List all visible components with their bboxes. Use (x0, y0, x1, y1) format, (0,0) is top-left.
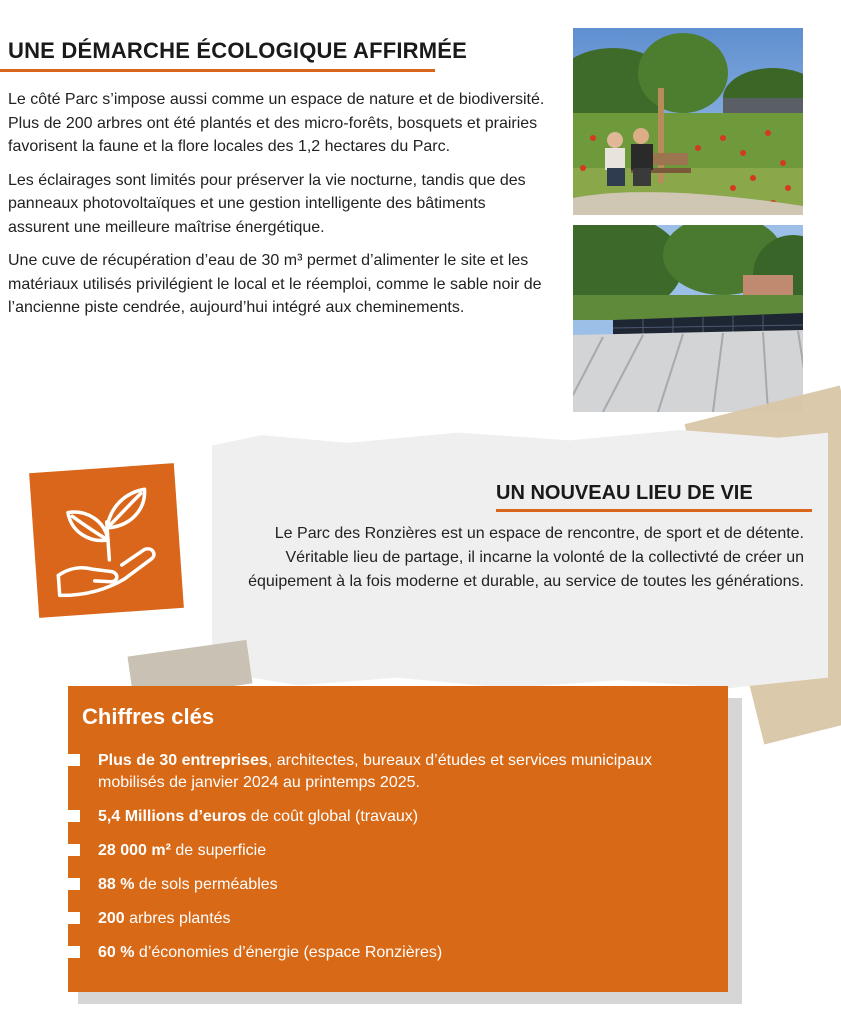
key-figures-list (68, 750, 708, 976)
square-bullet-icon (68, 946, 80, 958)
title-underline (0, 69, 435, 72)
square-bullet-icon (68, 754, 80, 766)
list-item (68, 908, 708, 930)
paragraph: Les éclairages sont limités pour préserver la vie nocturne, tandis que des panneaux photovoltaïques et une gestion intelligente des bâtiments assurent une meilleure maîtrise énergétique. (8, 171, 526, 236)
list-item (68, 874, 708, 896)
figure-highlight: 88 % (98, 876, 135, 893)
figure-text: , architectes, bureaux d’études et services municipaux mobilisés de janvier 2024 au printemps 2025. (98, 752, 653, 791)
section-title-ecology: UNE DÉMARCHE ÉCOLOGIQUE AFFIRMÉE (8, 38, 468, 63)
ecology-text (8, 88, 548, 330)
square-bullet-icon (68, 810, 80, 822)
figure-highlight: 5,4 Millions d’euros (98, 808, 247, 825)
figure-text: arbres plantés (124, 910, 231, 927)
figure-highlight: Plus de 30 entreprises (98, 752, 268, 769)
figure-text: de coût global (travaux) (246, 808, 419, 825)
paragraph: Le côté Parc s’impose aussi comme un espace de nature et de biodiversité. Plus de 200 arbres ont été plantés et des micro-forêts, bosquets et prairies favorisent la faune et la flore locales des 1,2 hectares du Parc. (8, 91, 545, 155)
new-place-text: Le Parc des Ronzières est un espace de rencontre, de sport et de détente. Véritable lieu de partage, il incarne la volonté de la collectivté de créer un équipement à la fois moderne et durable, au service de toutes les générations. (248, 525, 804, 590)
figure-text: de sols perméables (134, 876, 278, 893)
square-bullet-icon (68, 912, 80, 924)
square-bullet-icon (68, 878, 80, 890)
title-underline (496, 509, 812, 512)
figure-highlight: 28 000 m² (98, 842, 171, 859)
figure-text: d’économies d’énergie (espace Ronzières) (134, 944, 443, 961)
park-bench-photo (573, 28, 803, 215)
figure-text: de superficie (170, 842, 267, 859)
list-item (68, 806, 708, 828)
plant-in-hand-icon (29, 463, 184, 618)
paragraph: Une cuve de récupération d’eau de 30 m³ permet d’alimenter le site et les matériaux utilisés privilégient le local et le réemploi, comme le sable noir de l’ancienne piste cendrée, aujourd’hui intégré aux cheminements. (8, 252, 542, 316)
figure-highlight: 60 % (98, 944, 135, 961)
solar-roof-photo (573, 225, 803, 412)
list-item (68, 942, 708, 964)
list-item (68, 840, 708, 862)
list-item (68, 750, 708, 794)
figure-highlight: 200 (98, 910, 125, 927)
square-bullet-icon (68, 844, 80, 856)
section-title-new-place: UN NOUVEAU LIEU DE VIE (496, 482, 753, 504)
key-figures-title: Chiffres clés (82, 704, 215, 729)
